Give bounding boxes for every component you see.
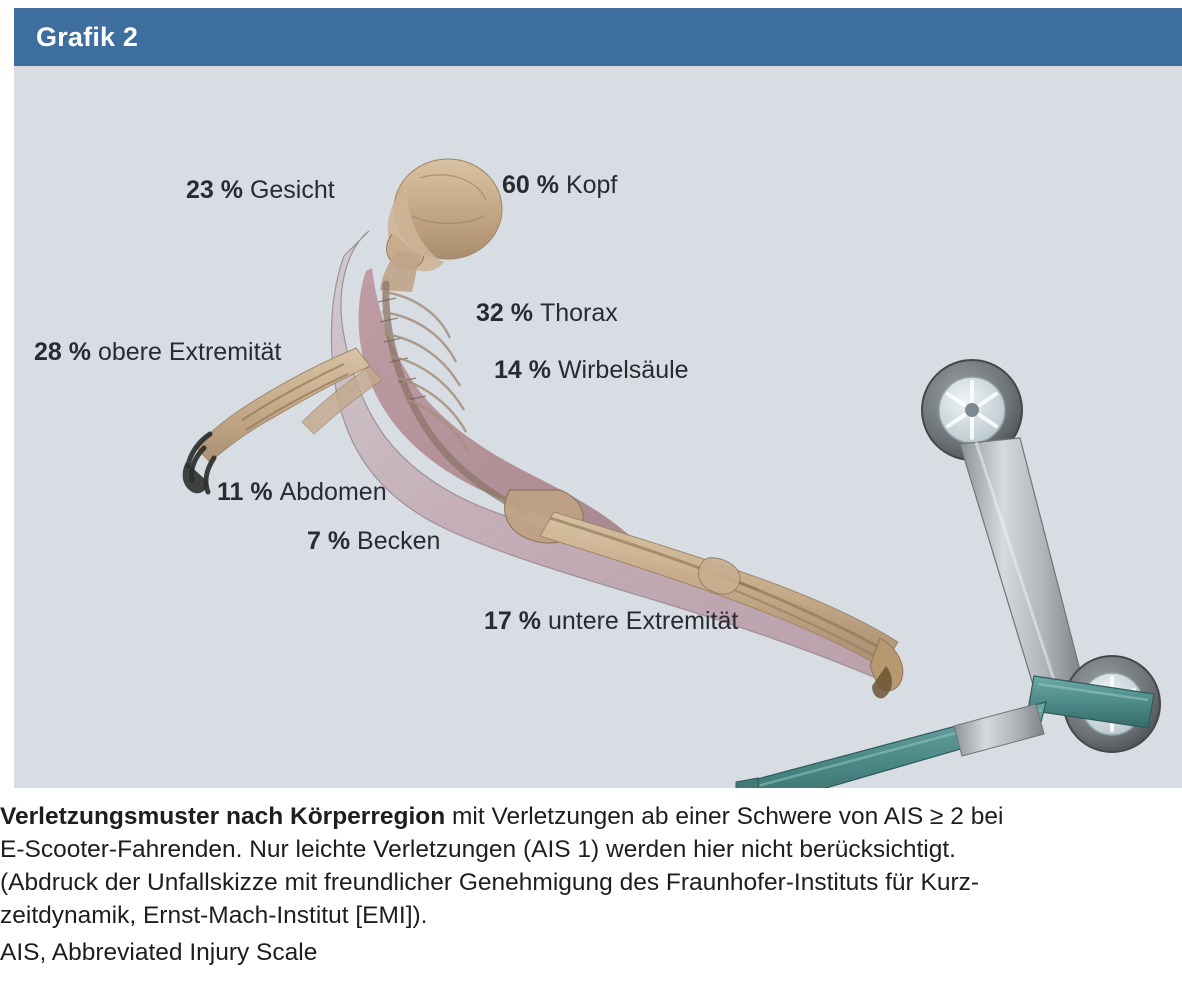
label-untere-unit: %	[518, 607, 541, 635]
label-abdomen-name: Abdomen	[279, 478, 387, 506]
label-wirbel-name: Wirbelsäule	[557, 356, 689, 384]
label-thorax-unit: %	[510, 299, 533, 327]
label-obere-value: 28	[34, 338, 62, 366]
label-becken-unit: %	[327, 527, 351, 555]
label-wirbelsaeule	[494, 356, 689, 385]
label-obere-name: obere Extremität	[97, 338, 282, 366]
caption-line-1	[0, 800, 1182, 833]
label-wirbel-unit: %	[528, 356, 551, 384]
label-gesicht	[186, 176, 335, 205]
label-abdomen-unit: %	[250, 478, 273, 506]
label-abdomen	[217, 478, 387, 507]
label-kopf	[502, 171, 617, 200]
label-becken	[307, 527, 440, 556]
label-obere-extremitaet	[34, 338, 281, 367]
label-obere-unit: %	[68, 338, 91, 366]
caption-line-1-rest: mit Verletzungen ab einer Schwere von AIS ≥ 2 bei	[445, 803, 1004, 830]
label-kopf-value: 60	[502, 171, 530, 199]
label-thorax-value: 32	[476, 299, 504, 327]
label-becken-value: 7	[307, 527, 321, 555]
label-kopf-name: Kopf	[565, 171, 618, 199]
label-becken-name: Becken	[357, 527, 441, 555]
figure-body	[14, 66, 1182, 788]
caption-line-2: E-Scooter-Fahrenden. Nur leichte Verletzungen (AIS 1) werden hier nicht berücksichtigt.	[0, 836, 956, 863]
figure-caption	[0, 800, 1182, 969]
caption-line-3: (Abdruck der Unfallskizze mit freundlicher Genehmigung des Fraunhofer-Instituts für Kurz-	[0, 869, 980, 896]
label-untere-extremitaet	[484, 607, 738, 636]
label-untere-value: 17	[484, 607, 512, 635]
label-untere-name: untere Extremität	[547, 607, 739, 635]
figure-title: Grafik 2	[36, 21, 139, 52]
caption-abbreviation: AIS, Abbreviated Injury Scale	[0, 939, 318, 966]
label-gesicht-value: 23	[186, 176, 214, 204]
label-wirbel-value: 14	[494, 356, 522, 384]
figure-graphic-2	[14, 8, 1182, 788]
label-gesicht-name: Gesicht	[249, 176, 335, 204]
figure-header	[14, 8, 1182, 66]
label-gesicht-unit: %	[220, 176, 243, 204]
label-kopf-unit: %	[536, 171, 559, 199]
label-abdomen-value: 11	[217, 478, 244, 506]
label-thorax-name: Thorax	[539, 299, 618, 327]
e-scooter	[736, 360, 1160, 788]
caption-line-4: zeitdynamik, Ernst-Mach-Institut [EMI]).	[0, 902, 428, 929]
caption-lead-bold: Verletzungsmuster nach Körperregion	[0, 803, 446, 830]
label-thorax	[476, 299, 618, 328]
